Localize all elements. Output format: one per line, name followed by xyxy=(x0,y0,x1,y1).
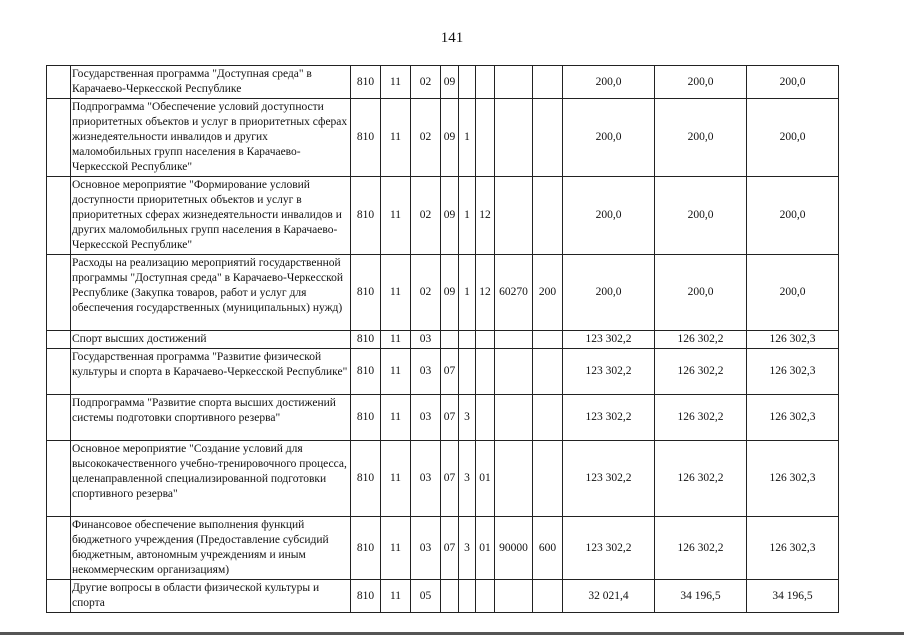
amount-year-3: 126 302,3 xyxy=(747,441,839,517)
row-index-cell xyxy=(47,517,71,580)
subsection-code: 02 xyxy=(411,99,441,177)
direction-code: 90000 xyxy=(495,517,533,580)
expense-type-code xyxy=(533,99,563,177)
direction-code xyxy=(495,177,533,255)
direction-code xyxy=(495,441,533,517)
row-index-cell xyxy=(47,177,71,255)
amount-year-2: 126 302,2 xyxy=(655,517,747,580)
table-row xyxy=(47,99,839,177)
amount-year-1: 200,0 xyxy=(563,66,655,99)
item-name: Спорт высших достижений xyxy=(71,331,351,349)
activity-code xyxy=(476,331,495,349)
amount-year-2: 126 302,2 xyxy=(655,331,747,349)
program-code: 09 xyxy=(441,99,459,177)
subprogram-code xyxy=(459,349,476,395)
subprogram-code: 1 xyxy=(459,255,476,331)
subprogram-code: 3 xyxy=(459,517,476,580)
direction-code xyxy=(495,580,533,613)
budget-table xyxy=(46,65,839,613)
expense-type-code xyxy=(533,580,563,613)
item-name: Расходы на реализацию мероприятий государственной программы "Доступная среда" в Карачаево-Черкесской Республике (Закупка товаров, работ и услуг для обеспечения государственных (муниципальных) нужд) xyxy=(71,255,351,331)
page-edge-line xyxy=(0,632,904,635)
row-index-cell xyxy=(47,255,71,331)
direction-code xyxy=(495,331,533,349)
row-index-cell xyxy=(47,66,71,99)
ministry-code: 810 xyxy=(351,395,381,441)
item-name: Государственная программа "Развитие физической культуры и спорта в Карачаево-Черкесской Республике" xyxy=(71,349,351,395)
activity-code xyxy=(476,99,495,177)
amount-year-3: 200,0 xyxy=(747,99,839,177)
amount-year-1: 123 302,2 xyxy=(563,349,655,395)
ministry-code: 810 xyxy=(351,517,381,580)
program-code: 07 xyxy=(441,517,459,580)
page-number: 141 xyxy=(440,30,464,46)
row-index-cell xyxy=(47,331,71,349)
amount-year-3: 200,0 xyxy=(747,66,839,99)
subsection-code: 03 xyxy=(411,441,441,517)
section-code: 11 xyxy=(381,441,411,517)
expense-type-code xyxy=(533,331,563,349)
subprogram-code xyxy=(459,580,476,613)
section-code: 11 xyxy=(381,331,411,349)
subsection-code: 03 xyxy=(411,349,441,395)
direction-code xyxy=(495,349,533,395)
amount-year-1: 32 021,4 xyxy=(563,580,655,613)
section-code: 11 xyxy=(381,349,411,395)
table-body xyxy=(47,66,839,613)
amount-year-1: 123 302,2 xyxy=(563,441,655,517)
amount-year-1: 200,0 xyxy=(563,177,655,255)
section-code: 11 xyxy=(381,99,411,177)
amount-year-3: 126 302,3 xyxy=(747,349,839,395)
table-row xyxy=(47,177,839,255)
section-code: 11 xyxy=(381,66,411,99)
direction-code xyxy=(495,66,533,99)
subsection-code: 03 xyxy=(411,331,441,349)
table-row xyxy=(47,580,839,613)
program-code: 07 xyxy=(441,349,459,395)
activity-code: 12 xyxy=(476,255,495,331)
item-name: Государственная программа "Доступная среда" в Карачаево-Черкесской Республике xyxy=(71,66,351,99)
ministry-code: 810 xyxy=(351,349,381,395)
program-code: 07 xyxy=(441,441,459,517)
ministry-code: 810 xyxy=(351,441,381,517)
item-name: Другие вопросы в области физической культуры и спорта xyxy=(71,580,351,613)
amount-year-3: 200,0 xyxy=(747,177,839,255)
subprogram-code: 1 xyxy=(459,99,476,177)
subsection-code: 02 xyxy=(411,255,441,331)
expense-type-code xyxy=(533,349,563,395)
row-index-cell xyxy=(47,580,71,613)
amount-year-2: 200,0 xyxy=(655,255,747,331)
amount-year-2: 126 302,2 xyxy=(655,349,747,395)
table-row xyxy=(47,517,839,580)
row-index-cell xyxy=(47,349,71,395)
amount-year-1: 200,0 xyxy=(563,255,655,331)
program-code xyxy=(441,331,459,349)
section-code: 11 xyxy=(381,255,411,331)
amount-year-1: 123 302,2 xyxy=(563,395,655,441)
expense-type-code xyxy=(533,177,563,255)
ministry-code: 810 xyxy=(351,177,381,255)
amount-year-3: 126 302,3 xyxy=(747,395,839,441)
subsection-code: 05 xyxy=(411,580,441,613)
subprogram-code: 3 xyxy=(459,395,476,441)
ministry-code: 810 xyxy=(351,99,381,177)
program-code: 09 xyxy=(441,255,459,331)
amount-year-2: 126 302,2 xyxy=(655,395,747,441)
amount-year-1: 200,0 xyxy=(563,99,655,177)
table-row xyxy=(47,441,839,517)
amount-year-1: 123 302,2 xyxy=(563,517,655,580)
direction-code xyxy=(495,99,533,177)
item-name: Основное мероприятие "Создание условий для высококачественного учебно-тренировочного процесса, целенаправленной специализированной подготовки спортивного резерва" xyxy=(71,441,351,517)
activity-code xyxy=(476,580,495,613)
expense-type-code xyxy=(533,395,563,441)
subprogram-code: 1 xyxy=(459,177,476,255)
program-code: 09 xyxy=(441,66,459,99)
subprogram-code xyxy=(459,66,476,99)
row-index-cell xyxy=(47,395,71,441)
amount-year-2: 126 302,2 xyxy=(655,441,747,517)
direction-code xyxy=(495,395,533,441)
activity-code xyxy=(476,349,495,395)
ministry-code: 810 xyxy=(351,580,381,613)
subsection-code: 02 xyxy=(411,177,441,255)
table-row xyxy=(47,255,839,331)
amount-year-3: 200,0 xyxy=(747,255,839,331)
row-index-cell xyxy=(47,441,71,517)
item-name: Основное мероприятие "Формирование условий доступности приоритетных объектов и услуг в приоритетных сферах жизнедеятельности инвалидов и других маломобильных групп населения в Карачаево-Черкесской Республике" xyxy=(71,177,351,255)
row-index-cell xyxy=(47,99,71,177)
subsection-code: 03 xyxy=(411,395,441,441)
subprogram-code xyxy=(459,331,476,349)
amount-year-2: 200,0 xyxy=(655,177,747,255)
activity-code: 01 xyxy=(476,441,495,517)
program-code xyxy=(441,580,459,613)
table-row xyxy=(47,331,839,349)
section-code: 11 xyxy=(381,395,411,441)
item-name: Финансовое обеспечение выполнения функций бюджетного учреждения (Предоставление субсидий бюджетным, автономным учреждениям и иным некоммерческим организациям) xyxy=(71,517,351,580)
amount-year-2: 200,0 xyxy=(655,99,747,177)
activity-code xyxy=(476,395,495,441)
ministry-code: 810 xyxy=(351,331,381,349)
amount-year-2: 200,0 xyxy=(655,66,747,99)
ministry-code: 810 xyxy=(351,66,381,99)
program-code: 09 xyxy=(441,177,459,255)
amount-year-3: 34 196,5 xyxy=(747,580,839,613)
item-name: Подпрограмма "Развитие спорта высших достижений системы подготовки спортивного резерва" xyxy=(71,395,351,441)
ministry-code: 810 xyxy=(351,255,381,331)
direction-code: 60270 xyxy=(495,255,533,331)
subsection-code: 02 xyxy=(411,66,441,99)
section-code: 11 xyxy=(381,517,411,580)
subprogram-code: 3 xyxy=(459,441,476,517)
program-code: 07 xyxy=(441,395,459,441)
item-name: Подпрограмма "Обеспечение условий доступности приоритетных объектов и услуг в приоритетных сферах жизнедеятельности инвалидов и других маломобильных групп населения в Карачаево-Черкесской Республике" xyxy=(71,99,351,177)
section-code: 11 xyxy=(381,177,411,255)
expense-type-code xyxy=(533,66,563,99)
subsection-code: 03 xyxy=(411,517,441,580)
expense-type-code: 200 xyxy=(533,255,563,331)
activity-code: 12 xyxy=(476,177,495,255)
amount-year-3: 126 302,3 xyxy=(747,517,839,580)
amount-year-3: 126 302,3 xyxy=(747,331,839,349)
section-code: 11 xyxy=(381,580,411,613)
activity-code: 01 xyxy=(476,517,495,580)
expense-type-code xyxy=(533,441,563,517)
table-row xyxy=(47,349,839,395)
table-row xyxy=(47,66,839,99)
table-row xyxy=(47,395,839,441)
amount-year-1: 123 302,2 xyxy=(563,331,655,349)
activity-code xyxy=(476,66,495,99)
amount-year-2: 34 196,5 xyxy=(655,580,747,613)
expense-type-code: 600 xyxy=(533,517,563,580)
